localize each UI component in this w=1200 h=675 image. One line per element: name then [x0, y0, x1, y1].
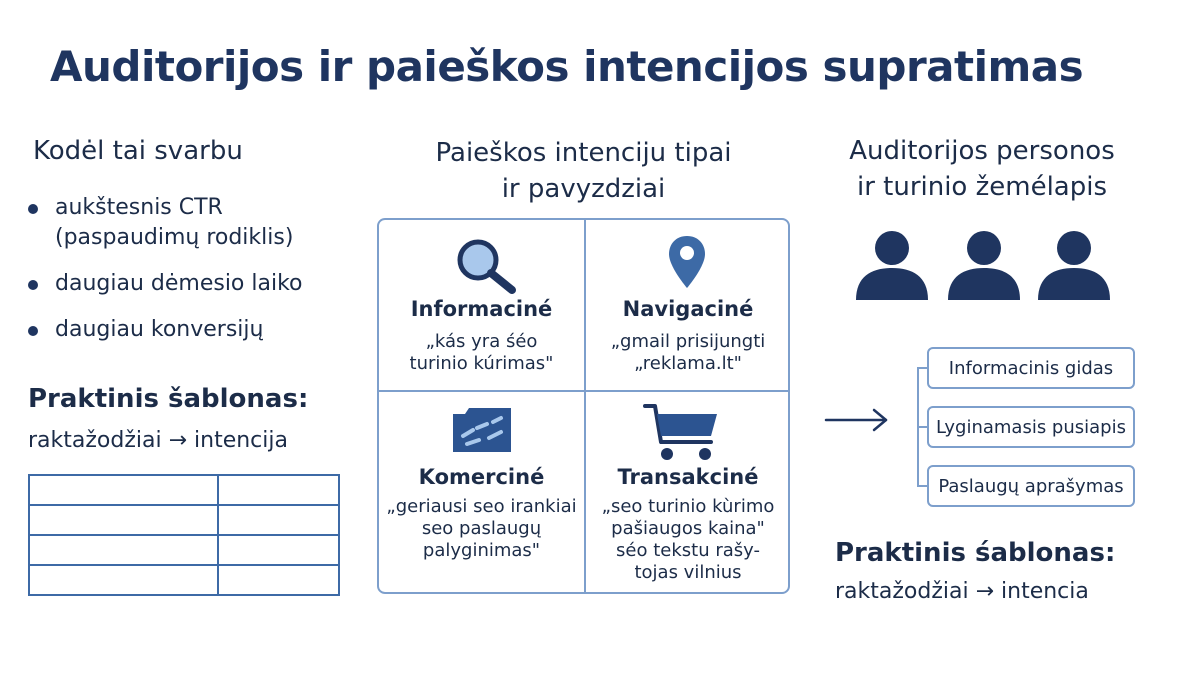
intent-title-navigational: Navigaciné	[622, 297, 754, 321]
template-heading-left: Praktinis šablonas:	[28, 384, 309, 414]
table-row-divider	[30, 534, 338, 536]
bullet-dot	[28, 204, 38, 214]
template-text-left: raktažodžiai → intencija	[28, 428, 288, 453]
intent-example-commercial-line1: „geriausi seo irankiai	[386, 496, 577, 517]
intent-example-commercial-line3: palyginimas"	[422, 540, 541, 561]
personas-heading-line2: ir turinio žemélapis	[856, 172, 1108, 202]
content-map-box: Lyginamasis pusiapis	[927, 406, 1135, 448]
intent-example-transactional-line3: séo tekstu rašy-	[616, 540, 760, 561]
intent-title-transactional: Transakciné	[617, 465, 759, 489]
content-map-box: Paslaugų aprašymas	[927, 465, 1135, 507]
intent-title-commercial: Komerciné	[418, 465, 545, 489]
bullet-ctr-line1: aukštesnis CTR	[55, 195, 223, 220]
page-title: Auditorijos ir paieškos intencijos supratimas	[50, 42, 1084, 91]
content-map-box: Informacinis gidas	[927, 347, 1135, 389]
bullet-dot	[28, 280, 38, 290]
shopping-cart-icon	[641, 402, 723, 464]
intent-example-commercial-line2: seo paslaugų	[421, 518, 542, 539]
bullet-dot	[28, 326, 38, 336]
intent-example-transactional-line2: pašiaugos kaina"	[611, 518, 765, 539]
bullet-ctr-line2: (paspaudimų rodiklis)	[55, 225, 294, 250]
intent-example-transactional-line4: tojas vilnius	[634, 562, 742, 583]
bullet-conversions: daugiau konversijų	[55, 317, 264, 342]
intent-types-heading-line1: Paieškos intenciju tipai	[435, 138, 732, 168]
mapping-connector-icon	[822, 340, 932, 500]
template-table	[28, 474, 340, 596]
comparison-card-icon	[449, 406, 515, 456]
intent-example-informational-line2: turinio kúrimas"	[409, 353, 554, 374]
template-heading-right: Praktinis śablonas:	[835, 538, 1116, 568]
table-row-divider	[30, 504, 338, 506]
intent-title-informational: Informaciné	[410, 297, 553, 321]
magnifier-icon	[454, 236, 520, 294]
grid-divider-horizontal	[379, 390, 788, 392]
intent-example-navigational-line1: „gmail prisijungti	[610, 331, 766, 352]
table-row-divider	[30, 564, 338, 566]
table-column-divider	[217, 476, 219, 594]
intent-example-navigational-line2: „reklama.lt"	[634, 353, 742, 374]
location-pin-icon	[667, 234, 707, 290]
bullet-attention: daugiau dėmesio laiko	[55, 271, 303, 296]
why-it-matters-heading: Kodėl tai svarbu	[33, 136, 243, 166]
audience-personas-icon	[850, 228, 1120, 304]
template-text-right: raktažodžiai → intencia	[835, 579, 1089, 604]
intent-example-transactional-line1: „seo turinio kùrimo	[601, 496, 775, 517]
intent-example-informational-line1: „kás yra śéo	[425, 331, 538, 352]
personas-heading-line1: Auditorijos personos	[849, 136, 1115, 166]
intent-grid	[377, 218, 790, 594]
intent-types-heading-line2: ir pavyzdziai	[501, 174, 666, 204]
